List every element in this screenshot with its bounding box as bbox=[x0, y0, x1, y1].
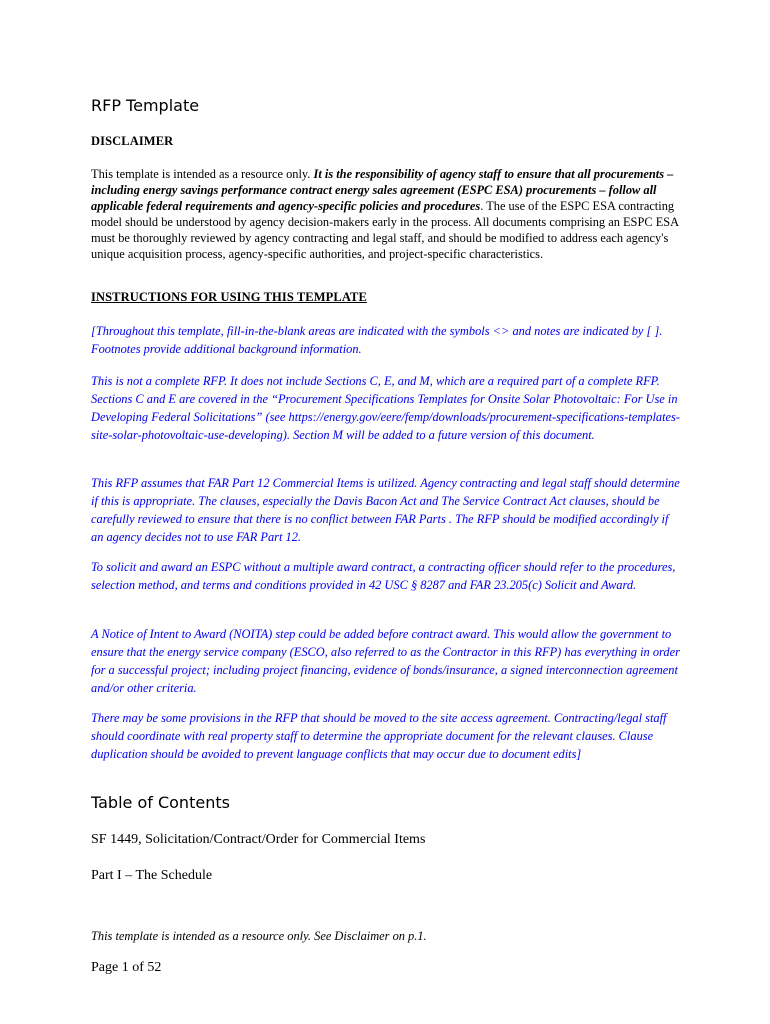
toc-item-sf1449[interactable]: SF 1449, Solicitation/Contract/Order for Commercial Items bbox=[91, 832, 426, 847]
table-of-contents-heading: Table of Contents bbox=[91, 793, 230, 812]
page-number: Page 1 of 52 bbox=[91, 960, 162, 975]
instruction-paragraph-6: There may be some provisions in the RFP that should be moved to the site access agreement. Contracting/legal staff should coordinate with real property staff to determine the appropriate document for the relevant clauses. Clause duplication should be avoided to prevent language conflicts that may occur due to document edits] bbox=[91, 711, 667, 761]
instruction-paragraph-1: [Throughout this template, fill-in-the-blank areas are indicated with the symbols <> and notes are indicated by [ ]. Footnotes provide additional background information. bbox=[91, 324, 663, 356]
disclaimer-emphasis: It is the responsibility of agency staff to ensure that all procurements – including energy savings performance contract energy sales agreement (ESPC ESA) procurements – follow all applicable federal requirements and agency-specific policies and procedures bbox=[91, 167, 674, 213]
instructions-heading: INSTRUCTIONS FOR USING THIS TEMPLATE bbox=[91, 290, 367, 304]
toc-item-part-i[interactable]: Part I – The Schedule bbox=[91, 868, 213, 883]
disclaimer-paragraph bbox=[91, 166, 681, 262]
disclaimer-heading: DISCLAIMER bbox=[91, 134, 174, 148]
disclaimer-rest: . The use of the ESPC ESA contracting model should be understood by agency decision-makers early in the process. All documents comprising an ESPC ESA must be thoroughly reviewed by agency contracting and legal staff, and should be modified to address each agency's unique acquisition process, agency-specific authorities, and project-specific characteristics. bbox=[91, 199, 679, 261]
instruction-paragraph-4: To solicit and award an ESPC without a multiple award contract, a contracting officer should refer to the procedures, selection method, and terms and conditions provided in 42 USC § 8287 and FAR 23.205(c) Solicit and Award. bbox=[91, 560, 676, 592]
instruction-paragraph-3: This RFP assumes that FAR Part 12 Commercial Items is utilized. Agency contracting and legal staff should determine if this is appropriate. The clauses, especially the Davis Bacon Act and The Service Contract Act clauses, should be carefully reviewed to ensure that there is no conflict between FAR Parts . The RFP should be modified accordingly if an agency decides not to use FAR Part 12. bbox=[91, 476, 680, 544]
instruction-paragraph-2: This is not a complete RFP. It does not include Sections C, E, and M, which are a required part of a complete RFP. Sections C and E are covered in the “Procurement Specifications Templates for Onsite Solar Photovoltaic: For Use in Developing Federal Solicitations” (see https://energy.gov/eere/femp/downloads/procurement-specifications-templates-site-solar-photovoltaic-use-developing). Section M will be added to a future version of this document. bbox=[91, 374, 680, 442]
footer-disclaimer-note: This template is intended as a resource only. See Disclaimer on p.1. bbox=[91, 929, 427, 943]
disclaimer-intro: This template is intended as a resource only. bbox=[91, 167, 314, 181]
document-title: RFP Template bbox=[91, 96, 200, 115]
instruction-paragraph-5: A Notice of Intent to Award (NOITA) step could be added before contract award. This would allow the government to ensure that the energy service company (ESCO, also referred to as the Contractor in this RFP) has everything in order for a successful project; including project financing, evidence of bonds/insurance, a signed interconnection agreement and/or other criteria. bbox=[91, 627, 680, 695]
